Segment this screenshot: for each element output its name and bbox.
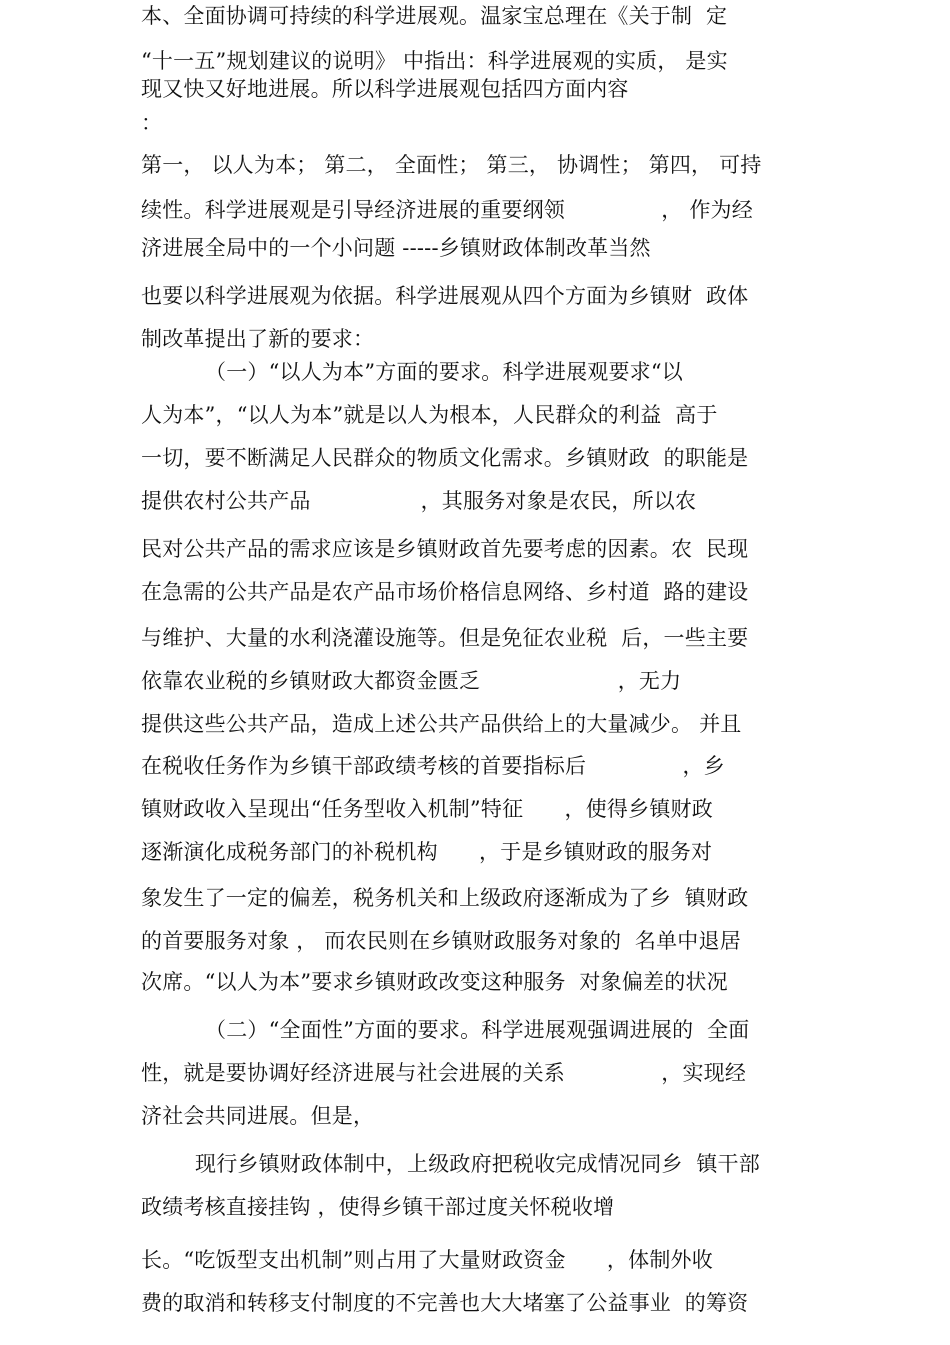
paragraph-start: 现行乡镇财政体制中，上级政府把税收完成情况同乡 镇干部	[195, 1152, 760, 1176]
text-line: 一切，要不断满足人民群众的物质文化需求。乡镇财政 的职能是	[141, 446, 749, 470]
text-line: 现又快又好地进展。所以科学进展观包括四方面内容	[141, 77, 629, 101]
text-line: 济社会共同进展。但是，	[141, 1104, 375, 1128]
text-line: 长。“吃饭型支出机制”则占用了大量财政资金 ，体制外收	[141, 1248, 713, 1272]
text-line: 人为本”，“以人为本”就是以人为根本，人民群众的利益 高于	[141, 403, 718, 427]
text-line: 民对公共产品的需求应该是乡镇财政首先要考虑的因素。农 民现	[141, 537, 749, 561]
paragraph-heading-2: （二）“全面性”方面的要求。科学进展观强调进展的 全面	[205, 1018, 750, 1042]
text-line: 次席。“以人为本”要求乡镇财政改变这种服务 对象偏差的状况	[141, 970, 728, 994]
text-line: 镇财政收入呈现出“任务型收入机制”特征 ，使得乡镇财政	[141, 797, 713, 821]
text-line: ：	[141, 111, 163, 135]
text-line: 在急需的公共产品是农产品市场价格信息网络、乡村道 路的建设	[141, 580, 749, 604]
text-line: 也要以科学进展观为依据。科学进展观从四个方面为乡镇财 政体	[141, 284, 749, 308]
text-line: 本、全面协调可持续的科学进展观。温家宝总理在《关于制 定	[141, 4, 728, 28]
text-line: 第一， 以人为本； 第二， 全面性； 第三， 协调性； 第四， 可持	[141, 153, 762, 177]
text-line: 续性。科学进展观是引导经济进展的重要纲领 ， 作为经	[141, 198, 753, 222]
text-line: 象发生了一定的偏差，税务机关和上级政府逐渐成为了乡 镇财政	[141, 886, 749, 910]
paragraph-heading-1: （一）“以人为本”方面的要求。科学进展观要求“以	[205, 360, 684, 384]
text-line: 制改革提出了新的要求：	[141, 327, 375, 351]
text-line: 提供这些公共产品，造成上述公共产品供给上的大量减少。 并且	[141, 712, 742, 736]
text-line: 性，就是要协调好经济进展与社会进展的关系 ，实现经	[141, 1061, 747, 1085]
text-line: 的首要服务对象 ， 而农民则在乡镇财政服务对象的 名单中退居	[141, 929, 741, 953]
text-line: 在税收任务作为乡镇干部政绩考核的首要指标后 ，乡	[141, 754, 725, 778]
text-line: 济进展全局中的一个小问题 -----乡镇财政体制改革当然	[141, 236, 651, 260]
text-line: 依靠农业税的乡镇财政大都资金匮乏 ，无力	[141, 669, 682, 693]
text-line: 提供农村公共产品 ，其服务对象是农民，所以农	[141, 489, 697, 513]
text-line: 与维护、大量的水利浇灌设施等。但是免征农业税 后，一些主要	[141, 626, 749, 650]
text-line: 逐渐演化成税务部门的补税机构 ，于是乡镇财政的服务对	[141, 840, 713, 864]
text-line: “十一五”规划建议的说明》 中指出：科学进展观的实质， 是实	[141, 49, 728, 73]
text-line: 费的取消和转移支付制度的不完善也大大堵塞了公益事业 的筹资	[141, 1291, 749, 1315]
text-line: 政绩考核直接挂钩 ，使得乡镇干部过度关怀税收增	[141, 1195, 615, 1219]
